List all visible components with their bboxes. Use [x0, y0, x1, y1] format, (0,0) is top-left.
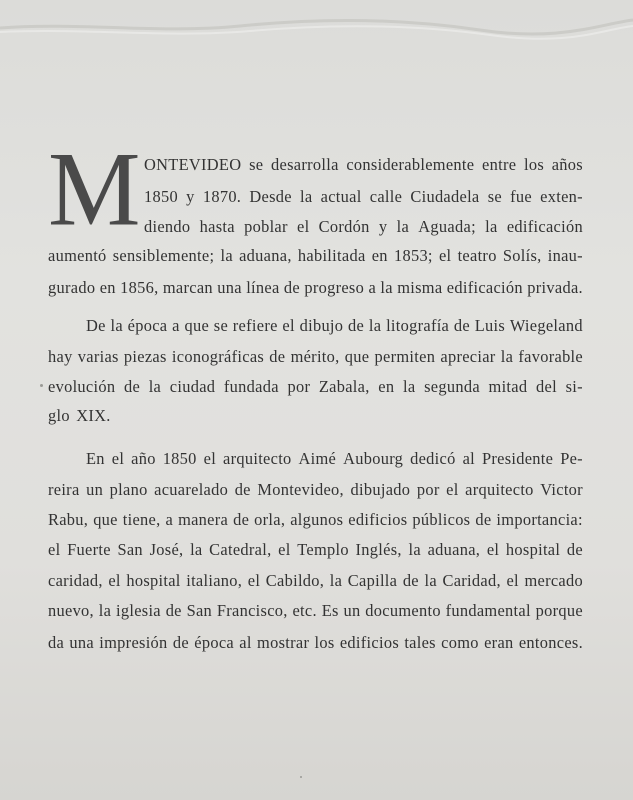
text-line	[48, 246, 583, 266]
word: el	[278, 540, 291, 559]
word: Fuerte	[67, 540, 111, 559]
word: al	[239, 633, 252, 652]
word: 1853;	[393, 246, 433, 265]
word: entre	[482, 155, 517, 174]
word: reira	[48, 480, 80, 499]
word: se	[487, 187, 502, 206]
word: habilitada	[297, 246, 366, 265]
word: privada.	[527, 278, 583, 297]
word: iglesia	[116, 601, 161, 620]
text-line	[48, 377, 583, 397]
word: tiene,	[122, 510, 161, 529]
word: ONTEVIDEO	[144, 155, 242, 174]
word: gurado	[48, 278, 96, 297]
word: italiano,	[186, 571, 243, 590]
word: época	[127, 316, 168, 335]
word: por	[287, 377, 311, 396]
word: el	[48, 540, 61, 559]
word: Es	[321, 601, 339, 620]
word: la	[220, 246, 233, 265]
word: Pe-	[560, 449, 583, 468]
word: el	[111, 449, 125, 468]
word: 1850	[144, 187, 178, 206]
word: una	[217, 278, 242, 297]
word: el	[282, 316, 295, 335]
word: progreso	[304, 278, 365, 297]
drop-cap-letter: M	[48, 130, 139, 249]
word: la	[329, 571, 343, 590]
word: y	[186, 187, 195, 206]
word: acuarelado	[154, 480, 229, 499]
word: considerablemente	[346, 155, 475, 174]
word: Cordón	[318, 217, 370, 236]
word: la	[368, 316, 382, 335]
word: el	[297, 217, 310, 236]
word: el	[108, 571, 121, 590]
word: Aguada;	[418, 217, 476, 236]
word: el	[438, 246, 452, 265]
word: mitad	[488, 377, 528, 396]
word: de	[123, 377, 141, 396]
word: la	[190, 540, 203, 559]
text-line	[48, 347, 583, 367]
word: aduana,	[427, 540, 481, 559]
word: dibujo	[299, 316, 344, 335]
word: una	[69, 633, 94, 652]
word: la	[396, 217, 410, 236]
word: caridad,	[48, 571, 103, 590]
word: en	[371, 246, 388, 265]
word: Aubourg	[343, 449, 404, 468]
word: permiten	[374, 347, 436, 366]
text-line: glo XIX.	[48, 406, 111, 425]
word: importancia:	[496, 510, 583, 529]
word: San	[186, 601, 213, 620]
word: de	[402, 571, 419, 590]
word: la	[98, 601, 112, 620]
paper-fold-shadow	[0, 0, 633, 60]
word: año	[131, 449, 156, 468]
word: edificación	[506, 217, 583, 236]
word: inau-	[547, 246, 583, 265]
word: época	[194, 633, 234, 652]
text-line	[144, 217, 583, 237]
word: de	[234, 480, 251, 499]
word: un	[343, 601, 361, 620]
word: diendo	[144, 217, 191, 236]
word: el	[446, 480, 459, 499]
word: de	[165, 601, 182, 620]
word: Wiegeland	[509, 316, 583, 335]
word: da	[48, 633, 65, 652]
word: documento	[365, 601, 441, 620]
word: misma	[397, 278, 443, 297]
text-line	[86, 316, 583, 336]
word: algunos	[290, 510, 344, 529]
word: de	[269, 347, 286, 366]
word: entonces.	[518, 633, 583, 652]
word: la	[148, 377, 162, 396]
word: evolución	[48, 377, 116, 396]
word: aduana,	[239, 246, 292, 265]
word: el	[247, 571, 261, 590]
word: tales	[404, 633, 436, 652]
word: Inglés,	[355, 540, 402, 559]
word: 1856,	[120, 278, 159, 297]
word: un	[86, 480, 104, 499]
word: que	[344, 347, 370, 366]
word: impresión	[99, 633, 168, 652]
word: al	[462, 449, 475, 468]
word: hasta	[199, 217, 235, 236]
text-line	[86, 449, 583, 469]
word: José,	[149, 540, 184, 559]
word: etc.	[292, 601, 317, 620]
word: Templo	[297, 540, 349, 559]
word: hay	[48, 347, 73, 366]
word: litografía	[386, 316, 450, 335]
word: de	[566, 540, 583, 559]
word: edificios	[339, 633, 399, 652]
word: de	[283, 278, 300, 297]
word: fundada	[223, 377, 279, 396]
word: eran	[484, 633, 514, 652]
text-line	[48, 278, 583, 298]
word: los	[523, 155, 544, 174]
text-line	[48, 540, 583, 560]
word: que	[184, 316, 210, 335]
word: arquitecto	[223, 449, 292, 468]
word: desarrolla	[271, 155, 339, 174]
word: como	[441, 633, 479, 652]
word: mérito,	[290, 347, 340, 366]
word: la	[485, 217, 498, 236]
word: la	[300, 187, 313, 206]
word: la	[500, 347, 514, 366]
word: de	[233, 510, 250, 529]
word: la	[424, 571, 437, 590]
word: Cabildo,	[265, 571, 325, 590]
word: Desde	[249, 187, 292, 206]
paper-speck	[300, 776, 302, 778]
word: dibujado	[350, 480, 411, 499]
word: Victor	[540, 480, 583, 499]
word: el	[506, 571, 519, 590]
word: En	[86, 449, 105, 468]
word: de	[453, 316, 470, 335]
text-line	[48, 571, 583, 591]
word: manera	[178, 510, 229, 529]
word: edificación	[446, 278, 523, 297]
word: poblar	[244, 217, 288, 236]
word: Zabala,	[318, 377, 370, 396]
word: fue	[510, 187, 532, 206]
word: teatro	[457, 246, 497, 265]
word: 1870.	[202, 187, 242, 206]
word: de	[172, 633, 189, 652]
word: de	[475, 510, 492, 529]
word: calle	[369, 187, 403, 206]
word: orla,	[254, 510, 286, 529]
word: Luis	[474, 316, 506, 335]
word: la	[380, 278, 393, 297]
word: que	[93, 510, 118, 529]
word: ciudad	[169, 377, 216, 396]
word: Ciudadela	[410, 187, 480, 206]
word: plano	[109, 480, 148, 499]
word: el	[203, 449, 217, 468]
word: por	[416, 480, 440, 499]
word: Caridad,	[442, 571, 501, 590]
word: la	[403, 377, 416, 396]
word: varias	[77, 347, 119, 366]
text-line	[48, 601, 583, 621]
word: San	[117, 540, 143, 559]
word: refiere	[232, 316, 278, 335]
word: hospital	[505, 540, 561, 559]
word: edificios	[348, 510, 408, 529]
word: exten-	[540, 187, 583, 206]
word: se	[213, 316, 229, 335]
word: en	[99, 278, 116, 297]
word: apreciar	[440, 347, 496, 366]
word: mostrar	[257, 633, 310, 652]
word: Presidente	[481, 449, 554, 468]
word: hospital	[126, 571, 181, 590]
word: 1850	[162, 449, 197, 468]
word: el	[486, 540, 500, 559]
word: en	[378, 377, 395, 396]
word: a	[368, 278, 377, 297]
word: Catedral,	[209, 540, 272, 559]
word: favorable	[518, 347, 583, 366]
word: dedicó	[410, 449, 456, 468]
word: Capilla	[347, 571, 398, 590]
word: arquitecto	[465, 480, 534, 499]
word: segunda	[424, 377, 480, 396]
word: Francisco,	[216, 601, 288, 620]
word: porque	[535, 601, 583, 620]
word: a	[172, 316, 180, 335]
word: Aimé	[298, 449, 337, 468]
word: públicos	[412, 510, 471, 529]
word: iconográficas	[171, 347, 265, 366]
word: los	[314, 633, 335, 652]
word: fundamental	[445, 601, 531, 620]
text-line	[48, 510, 583, 530]
word: de	[348, 316, 365, 335]
text-line	[144, 187, 583, 207]
text-line	[144, 155, 583, 175]
word: nuevo,	[48, 601, 94, 620]
word: línea	[246, 278, 280, 297]
word: la	[408, 540, 421, 559]
word: Montevideo,	[257, 480, 344, 499]
word: sensiblemente;	[112, 246, 215, 265]
text-line	[48, 480, 583, 500]
word: marcan	[162, 278, 213, 297]
word: si-	[565, 377, 583, 396]
word: la	[110, 316, 123, 335]
text-line	[48, 633, 583, 653]
word: se	[249, 155, 264, 174]
word: actual	[320, 187, 362, 206]
word: Solís,	[502, 246, 542, 265]
word: mercado	[524, 571, 583, 590]
word: del	[536, 377, 557, 396]
paper-speck	[40, 384, 43, 387]
word: Rabu,	[48, 510, 89, 529]
word: piezas	[123, 347, 167, 366]
word: aumentó	[48, 246, 107, 265]
word: a	[165, 510, 174, 529]
word: años	[551, 155, 583, 174]
word: y	[378, 217, 388, 236]
word: De	[86, 316, 106, 335]
